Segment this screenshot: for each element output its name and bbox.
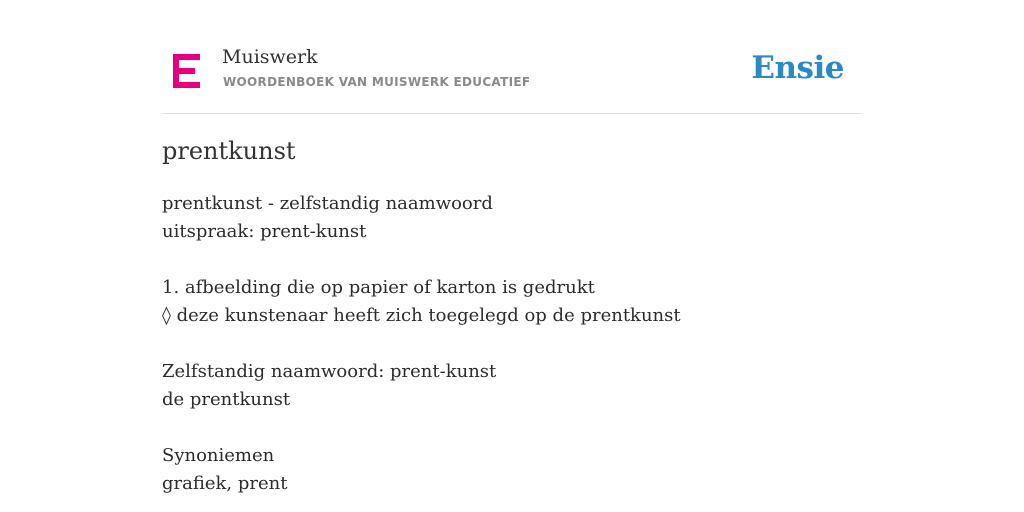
definition-line: 1. afbeelding die op papier of karton is gedrukt	[162, 277, 595, 298]
spacer	[162, 414, 862, 442]
example-line: ◊ deze kunstenaar heeft zich toegelegd op de prentkunst	[162, 305, 681, 326]
synonyms-heading: Synoniemen	[162, 445, 275, 466]
site-header	[162, 0, 862, 114]
dictionary-page	[162, 0, 862, 512]
page-title: prentkunst	[162, 137, 296, 165]
brand-subtitle: WOORDENBOEK VAN MUISWERK EDUCATIEF	[223, 75, 531, 89]
dictionary-entry	[162, 190, 862, 498]
muiswerk-e-icon[interactable]	[173, 54, 200, 88]
spacer	[162, 246, 862, 274]
headword-line: prentkunst - zelfstandig naamwoord	[162, 193, 493, 214]
brand-name[interactable]: Muiswerk	[222, 46, 318, 68]
pronunciation-line: uitspraak: prent-kunst	[162, 221, 367, 242]
ensie-logo[interactable]: Ensie	[751, 50, 844, 86]
synonyms-list: grafiek, prent	[162, 473, 288, 494]
article-form-line: de prentkunst	[162, 389, 291, 410]
grammar-line: Zelfstandig naamwoord: prent-kunst	[162, 361, 497, 382]
spacer	[162, 330, 862, 358]
